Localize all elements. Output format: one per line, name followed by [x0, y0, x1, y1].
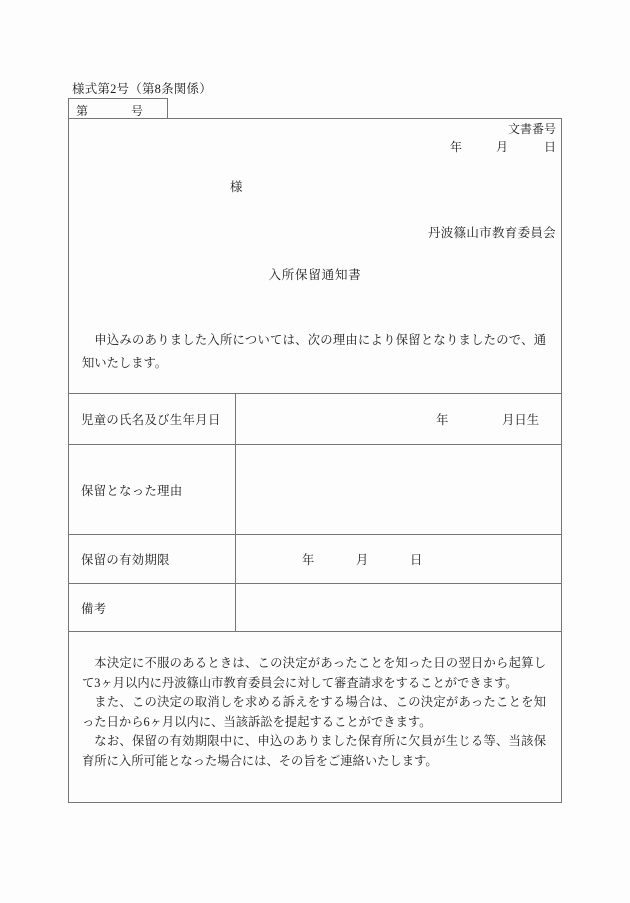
issuing-authority: 丹波篠山市教育委員会	[427, 226, 556, 240]
document-number-label: 文書番号	[507, 122, 556, 136]
document-title: 入所保留通知書	[268, 268, 362, 282]
row-label-remarks: 備考	[69, 584, 236, 632]
issue-date-month-label: 月	[495, 140, 508, 154]
notice-outer-frame	[68, 118, 562, 803]
legal-note-vacancy: なお、保留の有効期限中に、申込のありました保育所に欠員が生じる等、当該保育所に入所可能となった場合には、その旨をご連絡いたします。	[82, 734, 546, 768]
addressee-honorific: 様	[230, 180, 243, 194]
expiry-year-label: 年	[302, 553, 315, 567]
legal-note-lawsuit: また、この決定の取消しを求める訴えをする場合は、この決定があったことを知った日から6ヶ月以内に、当該訴訟を提起することができます。	[82, 695, 546, 729]
expiry-day-label: 日	[410, 553, 423, 567]
issue-date-year-label: 年	[449, 140, 462, 154]
row-label-child-name-birthdate: 児童の氏名及び生年月日	[69, 394, 236, 445]
document-number-box	[68, 98, 168, 119]
birthdate-day-label: 日生	[514, 413, 539, 427]
form-code-heading: 様式第2号（第8条関係）	[72, 82, 212, 96]
number-suffix-label: 号	[131, 104, 144, 118]
birthdate-year-label: 年	[436, 413, 449, 427]
intro-paragraph-text: 申込みのありました入所については、次の理由により保留となりましたので、通知いたします。	[82, 333, 546, 370]
legal-note-appeal: 本決定に不服のあるときは、この決定があったことを知った日の翌日から起算して3ヶ月以内に丹波篠山市教育委員会に対して審査請求をすることができます。	[82, 656, 546, 690]
document-number-box-inner	[69, 99, 167, 118]
birthdate-month-label: 月	[502, 413, 515, 427]
row-label-deferral-reason: 保留となった理由	[69, 445, 236, 535]
expiry-month-label: 月	[356, 553, 369, 567]
row-label-deferral-expiry: 保留の有効期限	[69, 535, 236, 584]
issue-date-day-label: 日	[543, 140, 556, 154]
number-prefix-label: 第	[76, 104, 89, 118]
